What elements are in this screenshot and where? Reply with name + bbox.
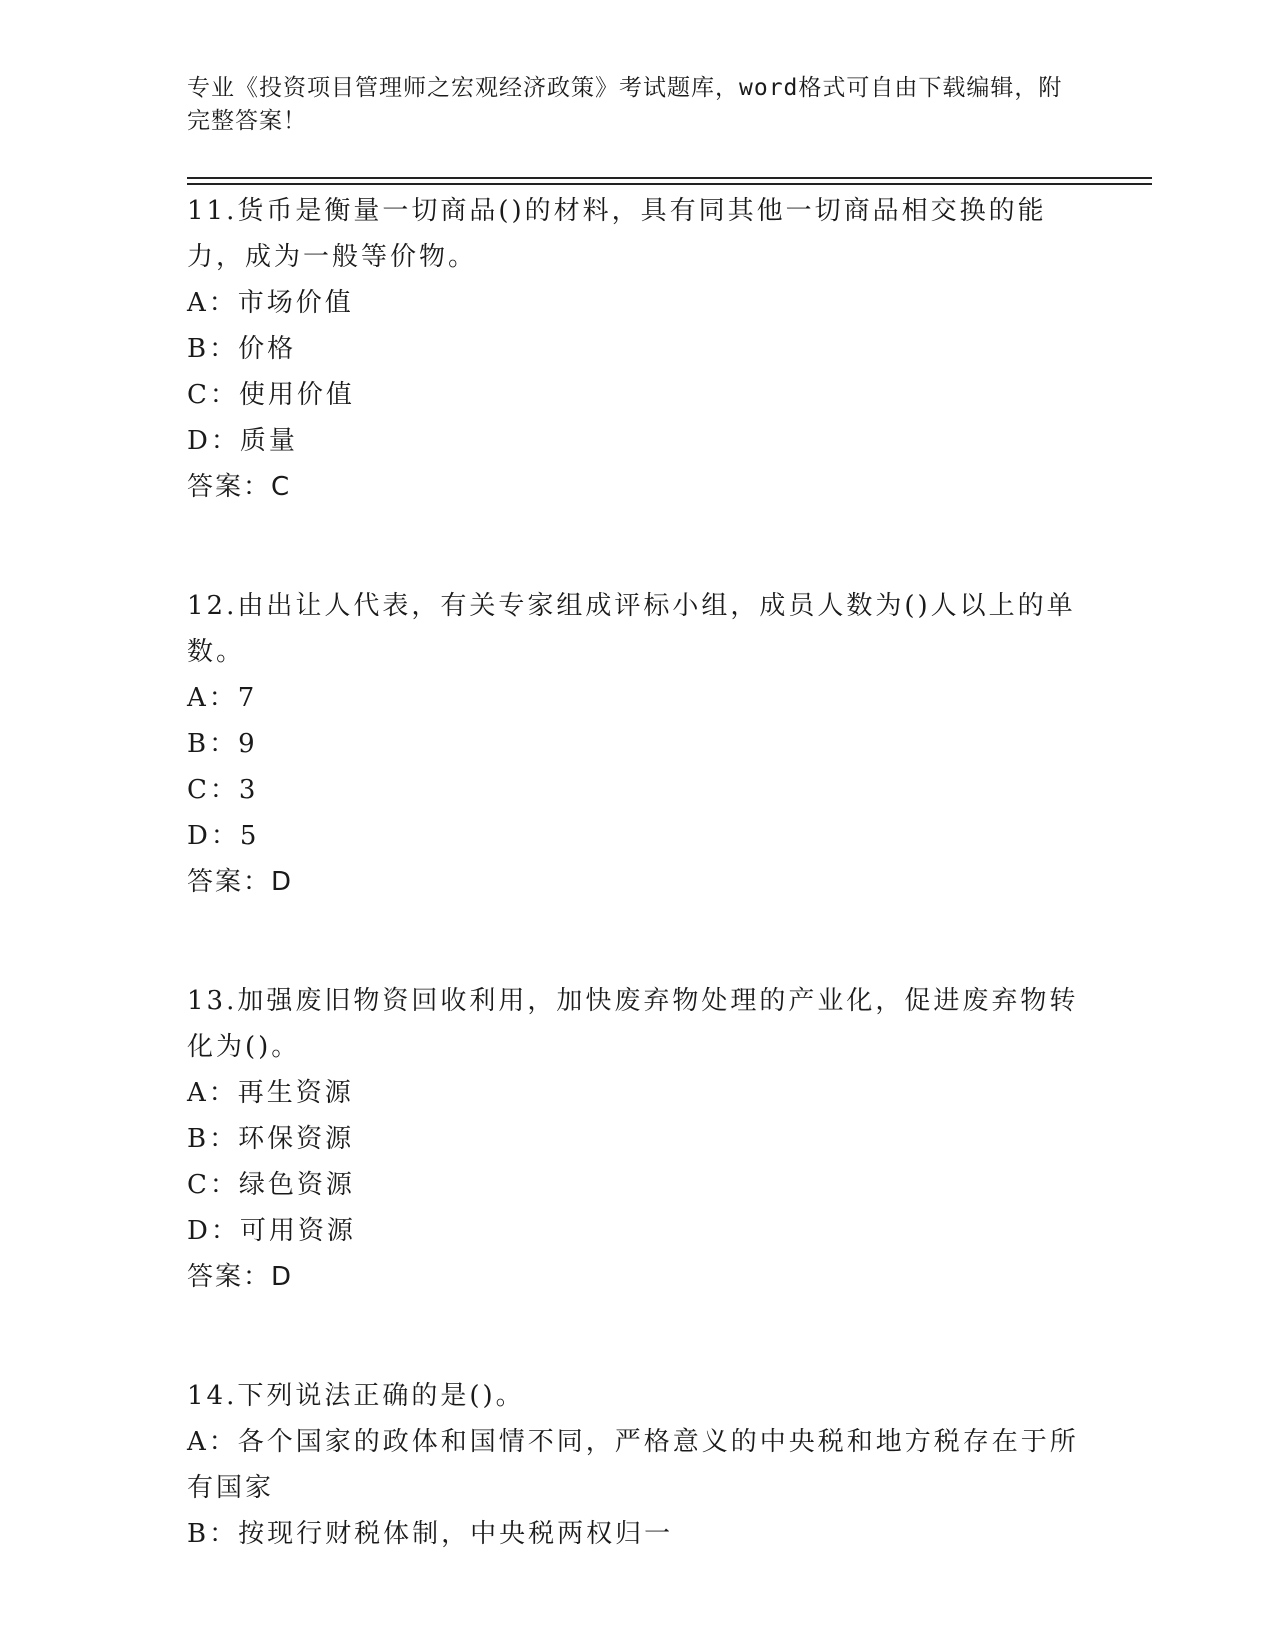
answer-line: 答案：D <box>187 1262 294 1292</box>
option-a: A：市场价值 <box>187 288 354 318</box>
question-14 <box>187 1373 1087 1557</box>
question-stem: 13.加强废旧物资回收利用，加快废弃物处理的产业化，促进废弃物转化为()。 <box>187 986 1079 1062</box>
option-b: B：9 <box>187 729 258 759</box>
question-12 <box>187 583 1087 905</box>
answer-line: 答案：D <box>187 867 294 897</box>
option-d: D：可用资源 <box>187 1216 356 1246</box>
header-divider-top <box>187 177 1152 179</box>
option-c: C：绿色资源 <box>187 1170 355 1200</box>
question-stem: 14.下列说法正确的是()。 <box>187 1381 525 1411</box>
option-b: B：环保资源 <box>187 1124 355 1154</box>
option-b: B：按现行财税体制，中央税两权归一 <box>187 1519 674 1549</box>
question-13 <box>187 978 1087 1300</box>
question-11 <box>187 188 1087 510</box>
answer-line: 答案：C <box>187 472 292 502</box>
question-stem: 11.货币是衡量一切商品()的材料，具有同其他一切商品相交换的能力，成为一般等价物。 <box>187 196 1047 272</box>
option-a: A：各个国家的政体和国情不同，严格意义的中央税和地方税存在于所有国家 <box>187 1427 1079 1503</box>
header-divider-bottom <box>187 183 1152 185</box>
question-list <box>187 188 1087 1557</box>
option-a: A：再生资源 <box>187 1078 354 1108</box>
option-d: D：5 <box>187 821 260 851</box>
option-c: C：使用价值 <box>187 380 355 410</box>
option-b: B：价格 <box>187 334 297 364</box>
option-d: D：质量 <box>187 426 298 456</box>
document-header: 专业《投资项目管理师之宏观经济政策》考试题库，word格式可自由下载编辑，附完整答案！ <box>187 75 1063 134</box>
option-a: A：7 <box>187 683 258 713</box>
option-c: C：3 <box>187 775 259 805</box>
question-stem: 12.由出让人代表，有关专家组成评标小组，成员人数为()人以上的单数。 <box>187 591 1076 667</box>
